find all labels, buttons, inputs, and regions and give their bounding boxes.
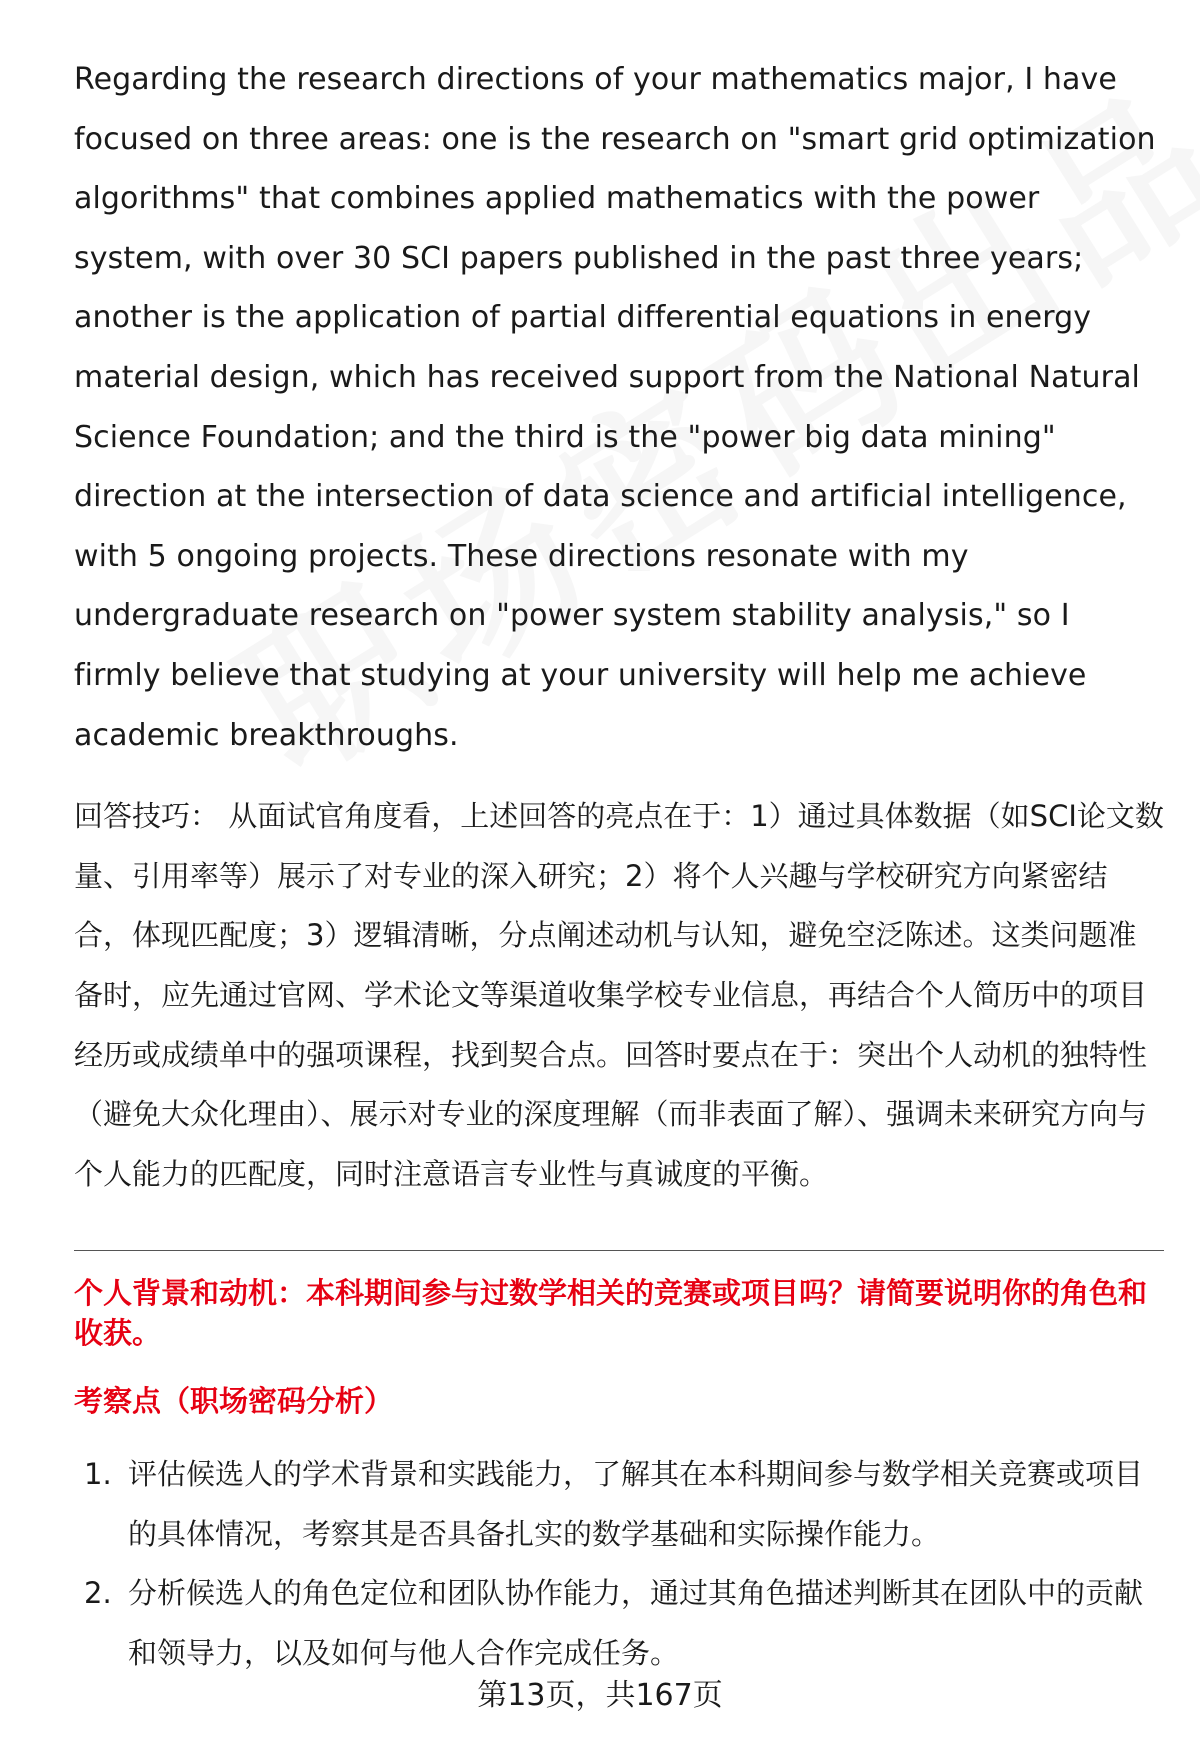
list-item <box>74 1445 1164 1564</box>
page-number-footer: 第13页，共167页 <box>477 1678 723 1713</box>
assessment-points-list <box>74 1445 1164 1683</box>
question-heading: 个人背景和动机：本科期间参与过数学相关的竞赛或项目吗？请简要说明你的角色和收获。 <box>74 1276 1148 1351</box>
list-item <box>74 1564 1164 1683</box>
section-divider <box>74 1250 1164 1251</box>
list-item-number: 1. <box>84 1457 112 1492</box>
answer-tips-paragraph: 回答技巧： 从面试官角度看，上述回答的亮点在于：1）通过具体数据（如SCI论文数量、引用率等）展示了对专业的深入研究；2）将个人兴趣与学校研究方向紧密结合，体现匹配度；3）逻辑清晰，分点阐述动机与认知，避免空泛陈述。这类问题准备时，应先通过官网、学术论文等渠道收集学校专业信息，再结合个人简历中的项目经历或成绩单中的强项课程，找到契合点。回答时要点在于：突出个人动机的独特性（避免大众化理由）、展示对专业的深度理解（而非表面了解）、强调未来研究方向与个人能力的匹配度，同时注意语言专业性与真诚度的平衡。 <box>74 799 1164 1191</box>
sample-answer-paragraph: Regarding the research directions of your mathematics major, I have focused on three areas: one is the research on "smart grid optimization algorithms" that combines applied mathematics with the power system, with over 30 SCI papers published in the past three years; another is the application of partial differential equations in energy material design, which has received support from the National Natural Science Foundation; and the third is the "power big data mining" direction at the intersection of data science and artificial intelligence, with 5 ongoing projects. These directions resonate with my undergraduate research on "power system stability analysis," so I firmly believe that studying at your university will help me achieve academic breakthroughs. <box>74 62 1156 753</box>
list-item-number: 2. <box>84 1576 112 1611</box>
assessment-heading: 考察点（职场密码分析） <box>74 1384 394 1419</box>
list-item-text: 评估候选人的学术背景和实践能力，了解其在本科期间参与数学相关竞赛或项目的具体情况，考察其是否具备扎实的数学基础和实际操作能力。 <box>128 1457 1144 1551</box>
document-page <box>74 50 1164 1684</box>
list-item-text: 分析候选人的角色定位和团队协作能力，通过其角色描述判断其在团队中的贡献和领导力，以及如何与他人合作完成任务。 <box>128 1576 1144 1671</box>
